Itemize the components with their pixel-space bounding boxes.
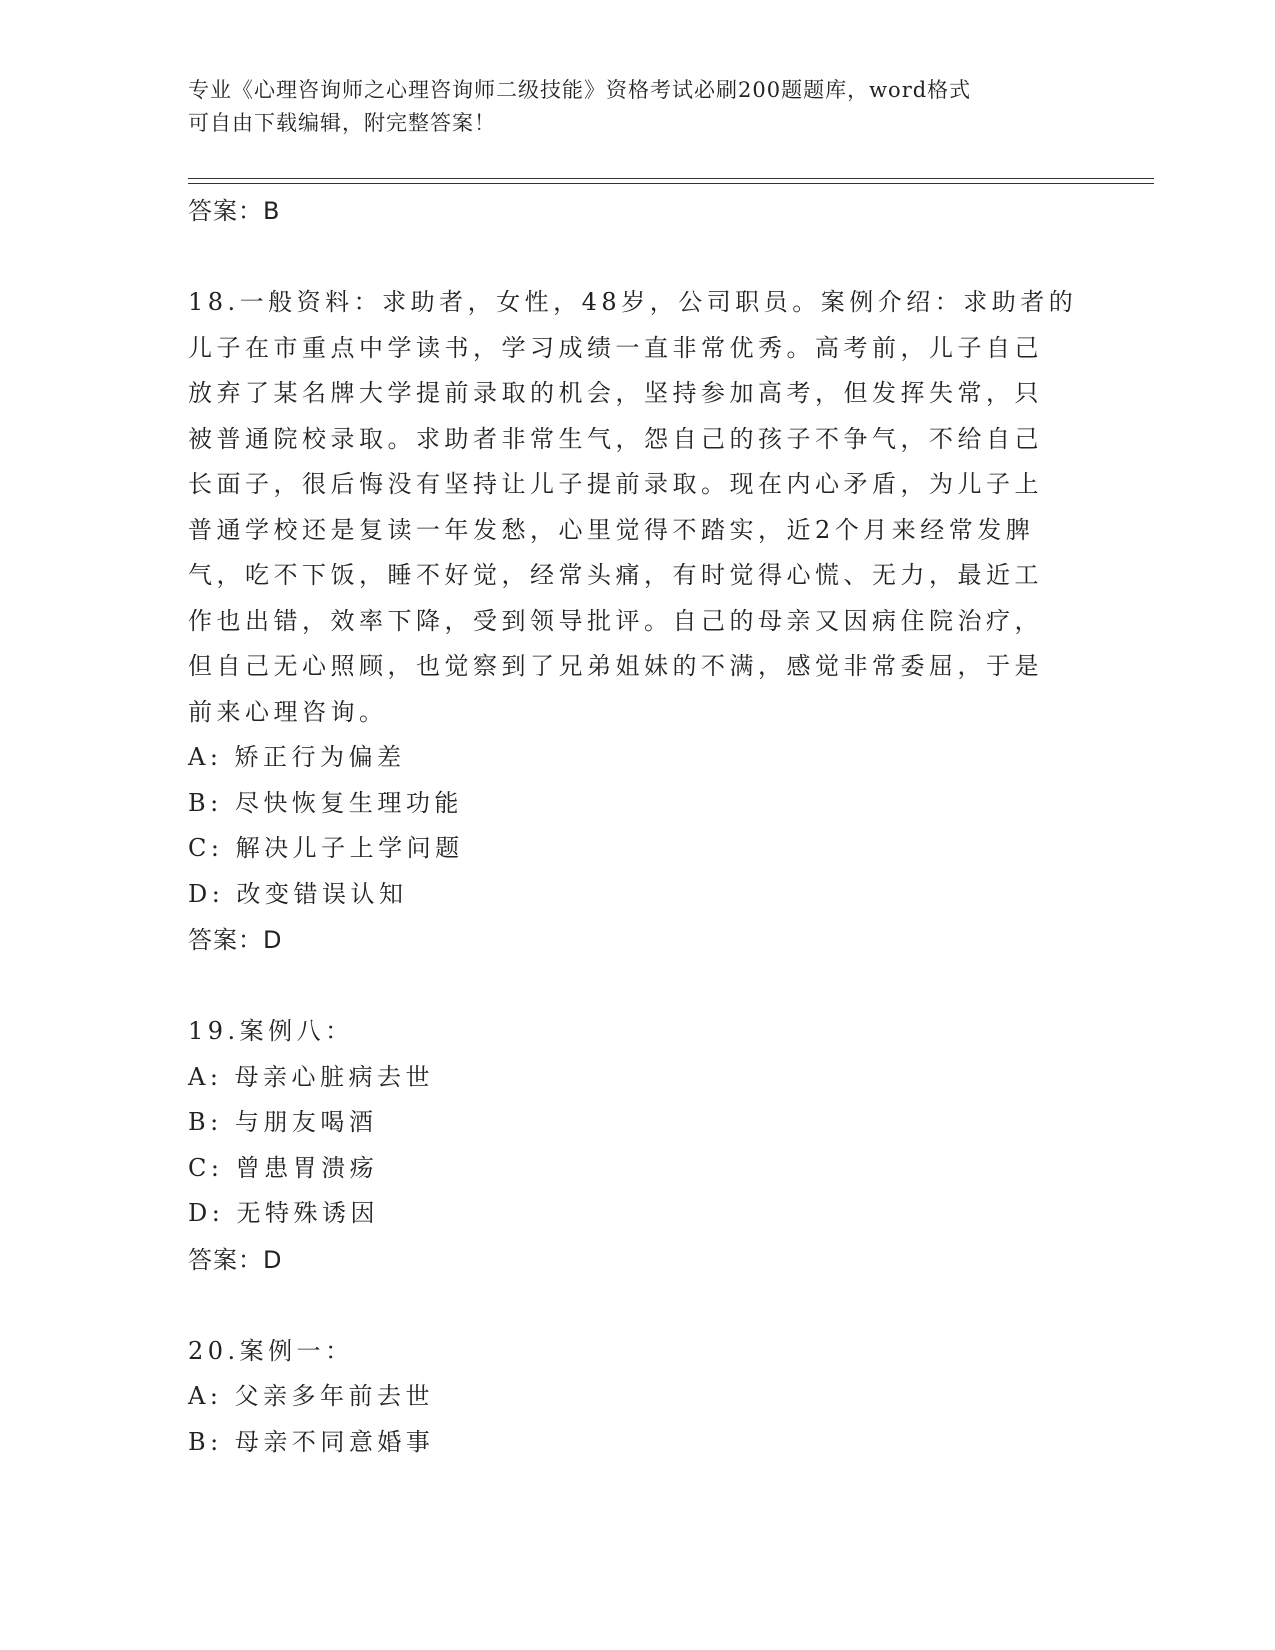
option-b: B: 与朋友喝酒 [188, 1108, 378, 1136]
header-divider-bottom [188, 183, 1154, 184]
option-d: D: 改变错误认知 [188, 879, 408, 908]
header-line-2: 可自由下载编辑，附完整答案！ [188, 111, 496, 135]
option-c: C: 曾患胃溃疡 [188, 1153, 379, 1182]
question-stem-line: 但自己无心照顾，也觉察到了兄弟姐妹的不满，感觉非常委屈，于是 [188, 652, 1043, 680]
question-stem-line: 19.案例八： [188, 1017, 354, 1045]
option-c: C: 解决儿子上学问题 [188, 834, 464, 862]
question-stem-line: 气，吃不下饭，睡不好觉，经常头痛，有时觉得心慌、无力，最近工 [188, 561, 1043, 589]
option-a: A: 母亲心脏病去世 [188, 1062, 435, 1091]
question-stem-line: 作也出错，效率下降，受到领导批评。自己的母亲又因病住院治疗， [188, 606, 1043, 635]
option-b: B: 尽快恢复生理功能 [188, 788, 463, 817]
option-a: A: 父亲多年前去世 [188, 1382, 435, 1410]
option-b: B: 母亲不同意婚事 [188, 1427, 435, 1456]
question-stem-line: 长面子，很后悔没有坚持让儿子提前录取。现在内心矛盾，为儿子上 [188, 470, 1043, 498]
question-stem-line: 儿子在市重点中学读书，学习成绩一直非常优秀。高考前，儿子自己 [188, 333, 1043, 362]
header-divider-top [188, 178, 1154, 179]
header-line-1: 专业《心理咨询师之心理咨询师二级技能》资格考试必刷200题题库，word格式 [188, 78, 972, 102]
answer-line: 答案：D [188, 926, 283, 954]
option-a: A: 矫正行为偏差 [188, 743, 406, 771]
answer-line: 答案：D [188, 1245, 283, 1274]
question-18 [188, 280, 1088, 963]
question-stem-line: 前来心理咨询。 [188, 697, 388, 726]
question-stem-line: 18.一般资料：求助者，女性，48岁，公司职员。案例介绍：求助者的 [188, 288, 1078, 316]
question-19 [188, 1009, 1088, 1283]
question-list [188, 188, 1088, 1465]
question-stem-line: 20.案例一： [188, 1336, 354, 1365]
question-stem-line: 普通学校还是复读一年发愁，心里觉得不踏实，近2个月来经常发脾 [188, 515, 1035, 544]
option-d: D: 无特殊诱因 [188, 1199, 379, 1227]
answer-line: 答案：B [188, 197, 281, 225]
question-20 [188, 1329, 1088, 1466]
question-stem-line: 被普通院校录取。求助者非常生气，怨自己的孩子不争气，不给自己 [188, 424, 1043, 453]
question-stem-line: 放弃了某名牌大学提前录取的机会，坚持参加高考，但发挥失常，只 [188, 379, 1043, 407]
page-header [188, 74, 1088, 140]
